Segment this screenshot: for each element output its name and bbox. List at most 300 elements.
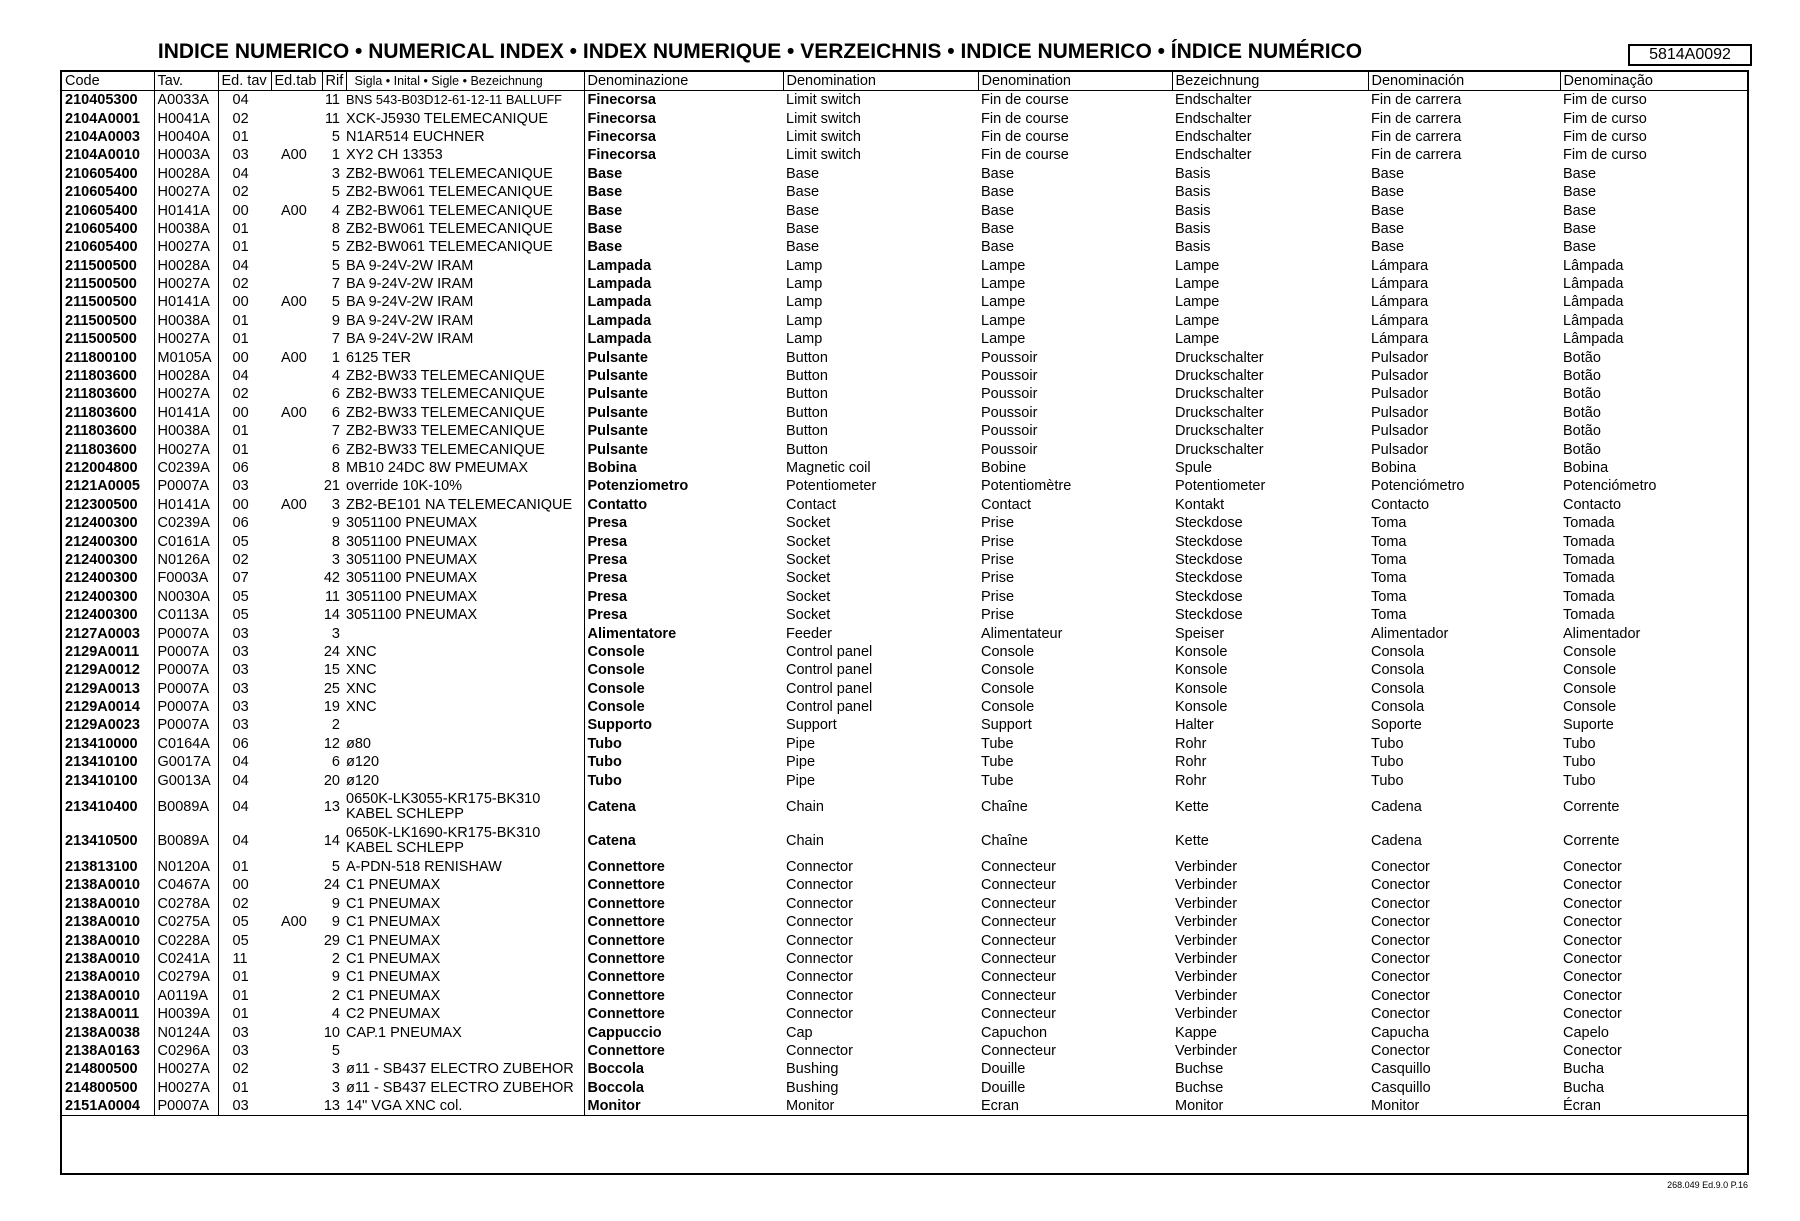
cell-ed-tab [271,91,322,110]
table-row [62,183,1749,201]
cell-denominacao: Fim de curso [1563,92,1647,109]
cell-denomination-fr: Fin de course [981,92,1069,109]
cell-part-code: 2138A0163 [62,1042,154,1060]
cell-ed-tab [271,1005,322,1023]
cell-ed-tav: 01 [232,220,249,237]
cell-tav: G0017A [154,753,218,771]
cell-bezeichnung: Lampe [1175,312,1220,329]
cell-bezeichnung: Konsole [1175,662,1228,679]
table-row [62,385,1749,403]
cell-denomination-en: Base [786,202,820,219]
cell-bezeichnung: Steckdose [1175,533,1243,550]
cell-denomination-fr: Lampe [981,276,1026,293]
cell-sigla: C1 PNEUMAX [346,914,441,931]
cell-rif: 4 [331,368,340,385]
cell-denominacion: Toma [1371,607,1407,624]
cell-denominacao: Tomada [1563,570,1615,587]
cell-bezeichnung: Verbinder [1175,987,1238,1004]
cell-denominazione: Pulsante [584,404,783,422]
cell-tav: C0239A [154,514,218,532]
cell-part-code: 214800500 [62,1060,154,1078]
cell-ed-tav: 00 [232,877,249,894]
table-header-row [62,72,1749,91]
cell-sigla: ø11 - SB437 ELECTRO ZUBEHOR [346,1061,574,1078]
cell-bezeichnung: Lampe [1175,331,1220,348]
cell-denomination-en: Limit switch [786,128,861,145]
cell-part-code: 210605400 [62,201,154,219]
table-row [62,913,1749,931]
cell-denominazione: Lampada [584,275,783,293]
cell-ed-tav: 01 [232,969,249,986]
cell-ed-tab [271,514,322,532]
cell-part-code: 213410400 [62,790,154,824]
cell-sigla: BA 9-24V-2W IRAM [346,312,474,329]
cell-ed-tab [271,876,322,894]
cell-denominazione: Presa [584,551,783,569]
header-ed-tab: Ed.tab [271,72,322,91]
header-ed-tav: Ed. tav [218,72,271,91]
cell-denominacion: Conector [1371,1042,1430,1059]
cell-bezeichnung: Verbinder [1175,932,1238,949]
cell-denomination-en: Limit switch [786,92,861,109]
cell-tav: H0027A [154,275,218,293]
cell-denominazione: Finecorsa [584,109,783,127]
cell-denominacion: Conector [1371,914,1430,931]
cell-bezeichnung: Basis [1175,165,1211,182]
cell-denominacion: Toma [1371,570,1407,587]
cell-ed-tab [271,569,322,587]
cell-rif: 3 [331,1061,340,1078]
cell-tav: H0038A [154,220,218,238]
cell-denomination-fr: Tube [981,735,1014,752]
header-denominazione: Denominazione [584,72,783,91]
cell-denomination-fr: Poussoir [981,423,1038,440]
cell-tav: H0028A [154,257,218,275]
cell-bezeichnung: Basis [1175,202,1211,219]
cell-bezeichnung: Lampe [1175,257,1220,274]
table-row [62,661,1749,679]
cell-denominacion: Capucha [1371,1024,1430,1041]
cell-denominazione: Connettore [584,876,783,894]
cell-denominacion: Tubo [1371,735,1404,752]
cell-bezeichnung: Verbinder [1175,969,1238,986]
cell-bezeichnung: Verbinder [1175,1042,1238,1059]
cell-ed-tab [271,220,322,238]
cell-sigla: ZB2-BW061 TELEMECANIQUE [346,239,553,256]
cell-rif: 14 [323,607,340,624]
cell-denominazione: Presa [584,569,783,587]
cell-sigla: C1 PNEUMAX [346,895,441,912]
cell-denomination-en: Bushing [786,1079,839,1096]
cell-denomination-fr: Console [981,662,1035,679]
cell-tav: P0007A [154,1097,218,1116]
cell-denomination-fr: Support [981,717,1032,734]
cell-part-code: 2127A0003 [62,624,154,642]
cell-denomination-fr: Prise [981,588,1015,605]
cell-tav: H0027A [154,330,218,348]
cell-denominacao: Base [1563,165,1597,182]
cell-ed-tab: A00 [281,147,307,164]
cell-denominazione: Base [584,238,783,256]
cell-bezeichnung: Buchse [1175,1079,1224,1096]
cell-rif: 3 [331,165,340,182]
cell-bezeichnung: Endschalter [1175,147,1252,164]
cell-part-code: 2104A0010 [62,146,154,164]
table-row [62,348,1749,366]
cell-sigla: MB10 24DC 8W PMEUMAX [346,460,529,476]
cell-denominacao: Tomada [1563,607,1615,624]
cell-denominazione: Base [584,201,783,219]
table-row [62,165,1749,183]
cell-denomination-en: Pipe [786,754,816,771]
cell-bezeichnung: Steckdose [1175,607,1243,624]
cell-denomination-en: Button [786,349,828,366]
cell-bezeichnung: Verbinder [1175,895,1238,912]
cell-part-code: 2129A0011 [62,643,154,661]
cell-denominacao: Lâmpada [1563,294,1624,311]
cell-ed-tav: 04 [232,165,249,182]
cell-tav: H0027A [154,1060,218,1078]
cell-rif: 6 [331,441,340,458]
cell-part-code: 210605400 [62,238,154,256]
cell-denomination-fr: Base [981,202,1015,219]
cell-tav: H0028A [154,165,218,183]
cell-denominacion: Lámpara [1371,294,1429,311]
cell-denominazione: Lampada [584,330,783,348]
table-row [62,1060,1749,1078]
cell-denomination-en: Base [786,184,820,201]
cell-tav: H0038A [154,312,218,330]
table-row [62,109,1749,127]
cell-rif: 19 [323,699,340,716]
cell-tav: N0030A [154,588,218,606]
cell-denominacao: Potenciómetro [1563,478,1657,495]
cell-tav: H0027A [154,183,218,201]
cell-denomination-fr: Alimentateur [981,625,1063,642]
cell-part-code: 211803600 [62,440,154,458]
cell-denominacion: Pulsador [1371,349,1429,366]
cell-sigla: C1 PNEUMAX [346,877,441,894]
cell-denomination-en: Connector [786,950,853,967]
table-row [62,532,1749,550]
cell-denomination-fr: Lampe [981,312,1026,329]
cell-sigla: 0650K-LK1690-KR175-BK310 KABEL SCHLEPP [346,824,541,856]
cell-ed-tab [271,1023,322,1041]
cell-denomination-en: Button [786,404,828,421]
cell-rif: 3 [331,496,340,513]
cell-denominazione: Lampada [584,293,783,311]
cell-sigla [346,716,584,734]
cell-denominacao: Tomada [1563,588,1615,605]
cell-denominazione: Alimentatore [584,624,783,642]
cell-ed-tab [271,422,322,440]
cell-sigla: BA 9-24V-2W IRAM [346,294,474,311]
cell-denominacion: Conector [1371,877,1430,894]
cell-denomination-en: Socket [786,551,831,568]
cell-denomination-fr: Connecteur [981,877,1056,894]
cell-part-code: 2129A0023 [62,716,154,734]
cell-rif: 20 [323,772,340,789]
cell-bezeichnung: Halter [1175,717,1214,734]
cell-denominacao: Corrente [1563,832,1620,849]
cell-rif: 2 [331,717,340,734]
cell-tav: C0164A [154,735,218,753]
cell-ed-tav: 03 [232,717,249,734]
cell-ed-tav: 05 [232,914,249,931]
cell-tav: C0241A [154,950,218,968]
cell-denomination-fr: Fin de course [981,147,1069,164]
cell-bezeichnung: Kontakt [1175,496,1225,513]
cell-tav: P0007A [154,661,218,679]
cell-bezeichnung: Endschalter [1175,110,1252,127]
cell-rif: 6 [331,404,340,421]
cell-denomination-fr: Base [981,239,1015,256]
cell-bezeichnung: Rohr [1175,735,1207,752]
table-row [62,91,1749,110]
cell-ed-tav: 04 [232,754,249,771]
cell-sigla: C2 PNEUMAX [346,1006,441,1023]
cell-rif: 5 [331,1042,340,1059]
cell-bezeichnung: Konsole [1175,680,1228,697]
cell-ed-tab [271,895,322,913]
cell-bezeichnung: Buchse [1175,1061,1224,1078]
cell-part-code: 212400300 [62,606,154,624]
cell-rif: 10 [323,1024,340,1041]
cell-denomination-fr: Prise [981,515,1015,532]
cell-denomination-fr: Fin de course [981,110,1069,127]
header-denominacao: Denominação [1560,72,1749,91]
cell-denomination-en: Connector [786,969,853,986]
cell-part-code: 2138A0010 [62,968,154,986]
cell-rif: 24 [323,877,340,894]
cell-denominazione: Console [584,698,783,716]
table-row [62,753,1749,771]
cell-ed-tav: 06 [232,735,249,752]
cell-denomination-fr: Console [981,643,1035,660]
cell-denomination-en: Connector [786,1006,853,1023]
cell-rif: 9 [331,969,340,986]
cell-ed-tab [271,931,322,949]
cell-denomination-en: Socket [786,588,831,605]
table-row [62,1079,1749,1097]
header-denomination-en: Denomination [783,72,978,91]
cell-bezeichnung: Druckschalter [1175,423,1264,440]
cell-sigla: CAP.1 PNEUMAX [346,1024,462,1041]
cell-bezeichnung: Druckschalter [1175,349,1264,366]
cell-tav: C0228A [154,931,218,949]
cell-denomination-en: Control panel [786,680,873,697]
cell-denomination-fr: Prise [981,607,1015,624]
cell-denominacion: Conector [1371,950,1430,967]
cell-denominacion: Base [1371,165,1405,182]
cell-denominacion: Toma [1371,588,1407,605]
cell-part-code: 212300500 [62,496,154,514]
cell-rif: 7 [331,331,340,348]
cell-sigla: 3051100 PNEUMAX [346,551,478,568]
cell-denomination-en: Bushing [786,1061,839,1078]
cell-bezeichnung: Basis [1175,239,1211,256]
cell-denominazione: Lampada [584,257,783,275]
cell-part-code: 212400300 [62,514,154,532]
cell-ed-tab [271,183,322,201]
cell-bezeichnung: Druckschalter [1175,441,1264,458]
cell-denominacion: Consola [1371,643,1425,660]
cell-denomination-en: Connector [786,877,853,894]
cell-ed-tav: 02 [232,184,249,201]
cell-ed-tav: 02 [232,895,249,912]
cell-sigla: A-PDN-518 RENISHAW [346,859,502,876]
cell-part-code: 2138A0011 [62,1005,154,1023]
cell-sigla: 3051100 PNEUMAX [346,515,478,532]
cell-ed-tav: 03 [218,1097,271,1116]
cell-ed-tab [271,1060,322,1078]
cell-rif: 3 [331,551,340,568]
cell-denominacao: Conector [1563,987,1622,1004]
table-row [62,771,1749,789]
cell-denominacao: Suporte [1563,717,1614,734]
cell-rif: 15 [323,662,340,679]
cell-ed-tab [271,532,322,550]
cell-bezeichnung: Druckschalter [1175,404,1264,421]
cell-tav: C0113A [154,606,218,624]
cell-bezeichnung: Rohr [1175,772,1207,789]
cell-rif: 8 [331,533,340,550]
cell-ed-tab [271,367,322,385]
cell-denominazione: Pulsante [584,385,783,403]
cell-tav: F0003A [154,569,218,587]
cell-rif: 4 [331,1006,340,1023]
cell-ed-tab [271,312,322,330]
cell-denomination-fr: Connecteur [981,969,1056,986]
cell-bezeichnung: Rohr [1175,754,1207,771]
cell-part-code: 2138A0038 [62,1023,154,1041]
cell-rif: 6 [331,386,340,403]
numerical-index-table [62,72,1749,1116]
cell-denomination-en: Feeder [786,625,832,642]
cell-denominacion: Cadena [1371,832,1422,849]
cell-denominacion: Bobina [1371,460,1417,476]
cell-denominazione: Connettore [584,950,783,968]
cell-part-code: 2138A0010 [62,876,154,894]
cell-denominazione: Tubo [584,771,783,789]
cell-tav: C0161A [154,532,218,550]
cell-denomination-fr: Capuchon [981,1024,1048,1041]
cell-denominacao: Botão [1563,386,1601,403]
cell-denomination-en: Lamp [786,312,823,329]
cell-bezeichnung: Basis [1175,220,1211,237]
cell-denomination-en: Monitor [783,1097,978,1116]
cell-ed-tav: 04 [232,772,249,789]
cell-denominacao: Tubo [1563,735,1596,752]
cell-sigla: XNC [346,662,377,679]
cell-ed-tab [271,588,322,606]
cell-part-code: 2138A0010 [62,895,154,913]
cell-denominazione: Presa [584,606,783,624]
cell-bezeichnung: Konsole [1175,643,1228,660]
table-row [62,293,1749,311]
cell-denomination-en: Chain [786,832,824,849]
cell-denominacao: Base [1563,220,1597,237]
table-row [62,1023,1749,1041]
cell-denominacao: Contacto [1563,496,1622,513]
cell-denomination-fr: Connecteur [981,932,1056,949]
cell-ed-tab [271,698,322,716]
cell-sigla: C1 PNEUMAX [346,932,441,949]
cell-sigla: C1 PNEUMAX [346,950,441,967]
cell-denomination-en: Potentiometer [786,478,877,495]
cell-ed-tav: 03 [232,699,249,716]
cell-sigla: N1AR514 EUCHNER [346,128,485,145]
cell-part-code: 211800100 [62,348,154,366]
cell-denomination-fr: Chaîne [981,798,1028,815]
cell-part-code: 213813100 [62,858,154,876]
cell-denominacion: Cadena [1371,798,1422,815]
cell-sigla: ZB2-BW33 TELEMECANIQUE [346,368,545,385]
cell-tav: C0296A [154,1042,218,1060]
table-row [62,735,1749,753]
cell-rif: 8 [331,460,340,476]
cell-ed-tav: 01 [232,331,249,348]
cell-denominacao: Conector [1563,895,1622,912]
cell-part-code: 2129A0013 [62,680,154,698]
cell-denomination-fr: Contact [981,496,1031,513]
cell-part-code: 211500500 [62,330,154,348]
table-row [62,643,1749,661]
cell-denominacao: Capelo [1563,1024,1609,1041]
cell-denominacao: Lâmpada [1563,276,1624,293]
cell-ed-tav: 02 [232,551,249,568]
cell-denominacion: Toma [1371,551,1407,568]
cell-tav: H0027A [154,238,218,256]
cell-denominacion: Lámpara [1371,312,1429,329]
table-row [62,1097,1749,1116]
table-row [62,275,1749,293]
cell-part-code: 211803600 [62,367,154,385]
header-sigla: Sigla • Inital • Sigle • Bezeichnung [346,72,584,91]
cell-tav: P0007A [154,680,218,698]
cell-ed-tab [271,1079,322,1097]
cell-tav: A0033A [154,91,218,110]
cell-denominazione: Pulsante [584,348,783,366]
page-footer: 268.049 Ed.9.0 P.16 [1667,1180,1748,1190]
cell-tav: H0040A [154,128,218,146]
cell-sigla: XCK-J5930 TELEMECANIQUE [346,110,548,127]
cell-ed-tav: 00 [232,496,249,513]
table-row [62,459,1749,477]
cell-denominacao: Lâmpada [1563,312,1624,329]
cell-part-code: 2138A0010 [62,950,154,968]
table-row [62,950,1749,968]
cell-denomination-fr: Connecteur [981,859,1056,876]
cell-denomination-fr: Console [981,680,1035,697]
cell-denominacao: Bobina [1563,460,1609,476]
cell-denomination-en: Connector [786,859,853,876]
cell-denominacion: Contacto [1371,496,1430,513]
cell-ed-tav: 02 [232,110,249,127]
cell-ed-tav: 04 [232,832,249,849]
cell-denominacion: Casquillo [1371,1061,1431,1078]
cell-bezeichnung: Verbinder [1175,859,1238,876]
cell-denomination-fr: Lampe [981,257,1026,274]
cell-denomination-en: Control panel [786,699,873,716]
cell-denominacao: Botão [1563,368,1601,385]
table-row [62,551,1749,569]
cell-ed-tav: 01 [232,859,249,876]
cell-denominacion: Pulsador [1371,441,1429,458]
cell-bezeichnung: Steckdose [1175,551,1243,568]
cell-denominazione: Base [584,220,783,238]
cell-sigla: ø120 [346,754,380,771]
